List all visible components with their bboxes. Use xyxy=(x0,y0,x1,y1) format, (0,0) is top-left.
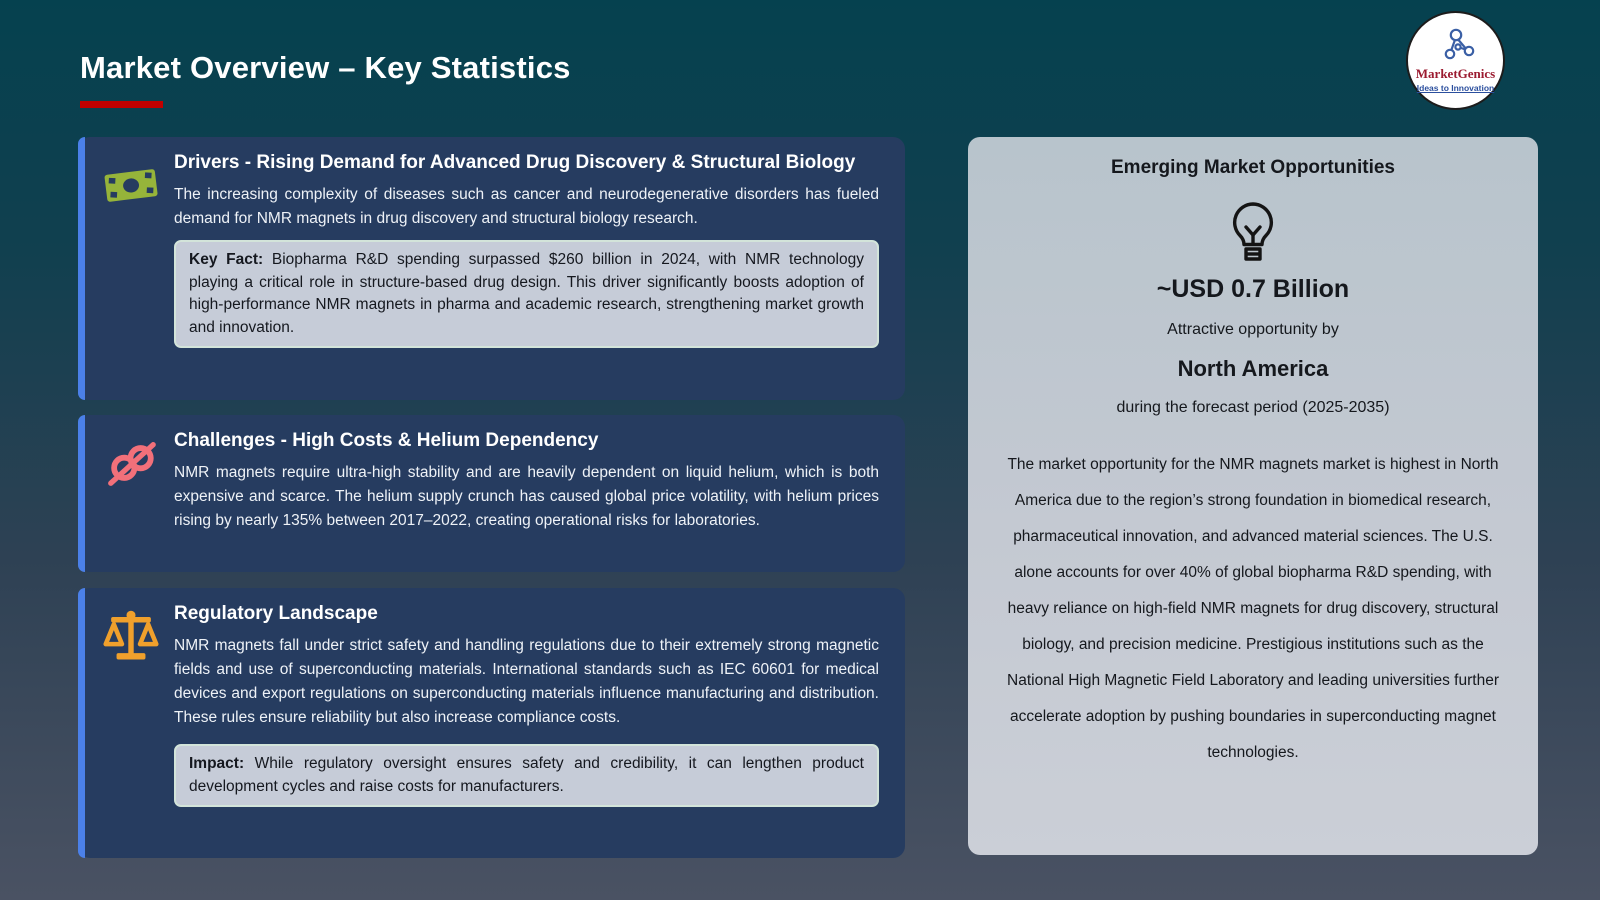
scales-icon xyxy=(100,608,162,664)
lightbulb-icon xyxy=(1227,201,1279,267)
key-fact-callout xyxy=(174,240,879,348)
key-fact-text: Biopharma R&D spending surpassed $260 billion in 2024, with NMR technology playing a critical role in structure-based drug design. This driver significantly boosts adoption of high-performance NMR magnets in pharma and academic research, strengthening market growth and innovation. xyxy=(189,251,864,336)
drivers-card-body: The increasing complexity of diseases such as cancer and neurodegenerative disorders has fueled demand for NMR magnets in drug discovery and structural biology research. xyxy=(174,186,879,228)
challenges-card-title: Challenges - High Costs & Helium Dependency xyxy=(174,430,599,451)
impact-label: Impact: xyxy=(189,755,245,773)
key-fact-label: Key Fact: xyxy=(189,251,264,269)
impact-callout xyxy=(174,744,879,807)
molecule-icon xyxy=(1435,28,1477,67)
broken-link-icon xyxy=(100,435,162,491)
logo-tagline: Ideas to Innovation xyxy=(1416,82,1495,93)
drivers-card xyxy=(78,137,905,400)
regulatory-card-title: Regulatory Landscape xyxy=(174,603,378,624)
opportunity-period: during the forecast period (2025-2035) xyxy=(1116,399,1390,416)
opportunity-value: ~USD 0.7 Billion xyxy=(1156,275,1350,303)
drivers-card-title: Drivers - Rising Demand for Advanced Drug Discovery & Structural Biology xyxy=(174,152,856,173)
page-title: Market Overview – Key Statistics xyxy=(80,50,571,85)
regulatory-card xyxy=(78,588,905,858)
challenges-card-body: NMR magnets require ultra-high stability and are heavily dependent on liquid helium, which is both expensive and scarce. The helium supply crunch has caused global price volatility, with helium prices rising by nearly 135% between 2017–2022, creating operational risks for laboratories. xyxy=(174,464,879,530)
logo-name: MarketGenics xyxy=(1415,66,1496,82)
title-underline xyxy=(80,101,163,108)
opportunity-region: North America xyxy=(1177,356,1329,381)
opportunity-subtitle: Attractive opportunity by xyxy=(1167,321,1339,338)
money-banknote-icon xyxy=(100,157,162,213)
challenges-card xyxy=(78,415,905,572)
opportunity-description: The market opportunity for the NMR magnets market is highest in North America due to the region’s strong foundation in biomedical research, pharmaceutical innovation, and advanced material sciences. The U.S. alone accounts for over 40% of global biopharma R&D spending, with heavy reliance on high-field NMR magnets for drug discovery, structural biology, and precision medicine. Prestigious institutions such as the National High Magnetic Field Laboratory and leading universities further accelerate adoption by pushing boundaries in superconducting magnet technologies. xyxy=(1007,456,1499,761)
impact-text: While regulatory oversight ensures safety and credibility, it can lengthen product development cycles and raise costs for manufacturers. xyxy=(189,755,864,795)
opportunity-panel xyxy=(968,137,1538,855)
marketgenics-logo xyxy=(1406,11,1505,110)
regulatory-card-body: NMR magnets fall under strict safety and handling regulations due to their extremely strong magnetic fields and use of superconducting materials. International standards such as IEC 60601 for medical devices and export regulations on superconducting materials influence manufacturing and distribution. These rules ensure reliability but also increase compliance costs. xyxy=(174,637,879,727)
opportunity-panel-title: Emerging Market Opportunities xyxy=(1111,157,1395,178)
